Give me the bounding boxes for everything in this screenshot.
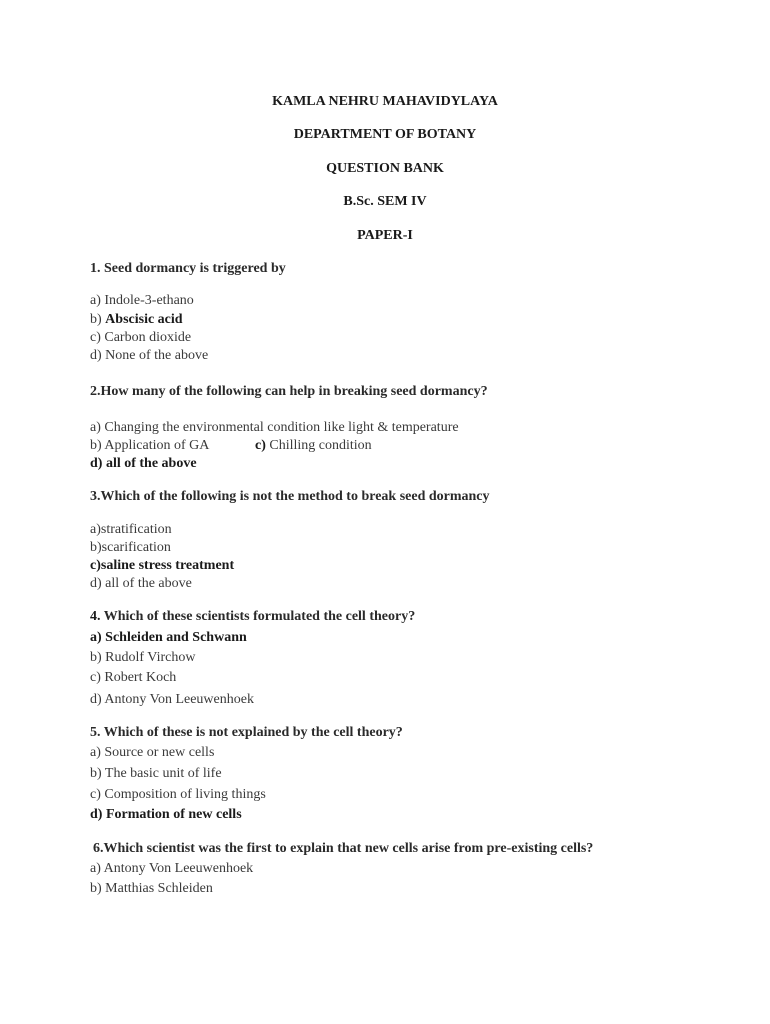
q4-option-b: b) Rudolf Virchow: [90, 650, 196, 665]
q2-option-c: [255, 438, 372, 454]
question-5: 5. Which of these is not explained by the cell theory?: [90, 725, 403, 740]
question-4: [90, 609, 415, 625]
q1-option-c: c) Carbon dioxide: [90, 330, 192, 345]
q1-option-b: [90, 312, 183, 328]
q1-option-b-label: b): [90, 312, 106, 327]
q2-option-c-label: c): [255, 438, 266, 453]
q2-option-a: a) Changing the environmental condition like light & temperature: [90, 420, 459, 435]
question-1: 1. Seed dormancy is triggered by: [90, 261, 286, 276]
college-name: KAMLA NEHRU MAHAVIDYLAYA: [272, 94, 498, 109]
q6-option-a: a) Antony Von Leeuwenhoek: [90, 861, 254, 876]
paper-title: PAPER-I: [357, 228, 413, 243]
question-6: 6.Which scientist was the first to explain that new cells arise from pre-existing cells?: [93, 841, 594, 856]
q2-option-c-text: Chilling condition: [265, 438, 372, 453]
q5-answer-d: d) Formation of new cells: [90, 807, 242, 822]
q2-options-b-c: [90, 438, 490, 454]
q5-option-c: c) Composition of living things: [90, 787, 266, 802]
q2-option-b: b) Application of GA: [90, 438, 210, 453]
q1-answer: Abscisic acid: [105, 312, 183, 327]
q3-option-a: a)stratification: [90, 522, 172, 537]
q4-option-c: c) Robert Koch: [90, 670, 177, 685]
question-3: 3.Which of the following is not the method to break seed dormancy: [90, 489, 490, 504]
q4-option-d: d) Antony Von Leeuwenhoek: [90, 692, 254, 707]
document-type: QUESTION BANK: [326, 161, 444, 176]
q4-text: Which of these scientists formulated the cell theory?: [100, 609, 416, 624]
department-title: DEPARTMENT OF BOTANY: [293, 127, 477, 142]
q3-option-b: b)scarification: [90, 540, 171, 555]
q1-option-a: a) Indole-3-ethano: [90, 293, 194, 308]
q5-option-b: b) The basic unit of life: [90, 766, 222, 781]
question-2: 2.How many of the following can help in breaking seed dormancy?: [90, 384, 488, 399]
q4-answer-a: a) Schleiden and Schwann: [90, 630, 247, 645]
q4-number: 4.: [90, 609, 101, 624]
q1-option-d: d) None of the above: [90, 348, 209, 363]
q5-option-a: a) Source or new cells: [90, 745, 215, 760]
q6-option-b: b) Matthias Schleiden: [90, 881, 213, 896]
q3-answer-c: c)saline stress treatment: [90, 558, 235, 573]
course-title: B.Sc. SEM IV: [343, 194, 427, 209]
q2-answer-d: d) all of the above: [90, 456, 197, 471]
q3-option-d: d) all of the above: [90, 576, 192, 591]
